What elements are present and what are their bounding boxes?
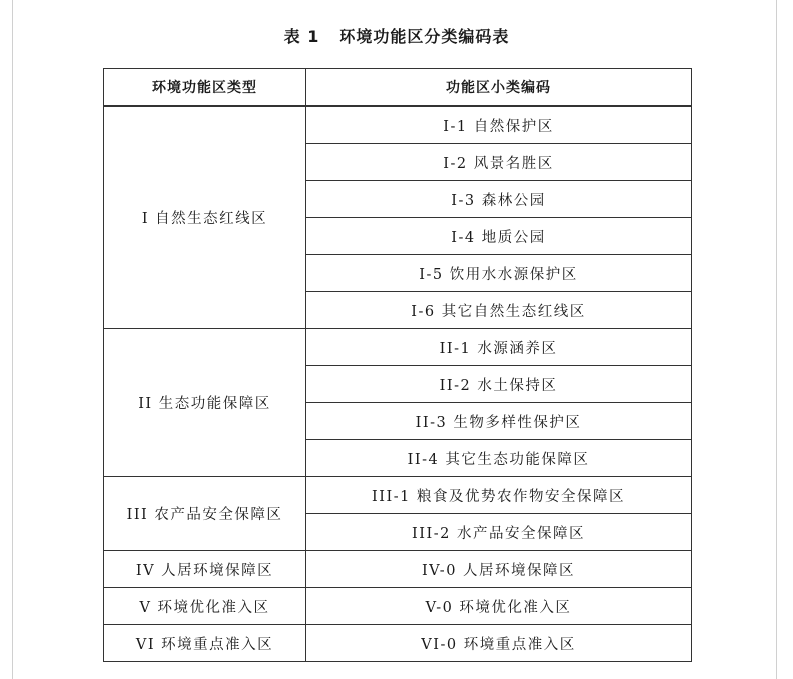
page-left-border xyxy=(12,0,13,679)
code-cell: V-0 环境优化准入区 xyxy=(306,588,692,625)
header-code: 功能区小类编码 xyxy=(306,69,692,107)
code-cell: I-3 森林公园 xyxy=(306,181,692,218)
group-type-cell: V 环境优化准入区 xyxy=(104,588,306,625)
code-cell: II-2 水土保持区 xyxy=(306,366,692,403)
table-title: 环境功能区分类编码表 xyxy=(339,27,510,46)
code-cell: III-1 粮食及优势农作物安全保障区 xyxy=(306,477,692,514)
table-caption xyxy=(0,24,793,47)
code-cell: I-4 地质公园 xyxy=(306,218,692,255)
group-type-cell: I 自然生态红线区 xyxy=(104,106,306,329)
table-row xyxy=(104,477,692,514)
header-type: 环境功能区类型 xyxy=(104,69,306,107)
table-row xyxy=(104,588,692,625)
table-number: 表 1 xyxy=(283,27,320,46)
group-type-cell: III 农产品安全保障区 xyxy=(104,477,306,551)
group-type-cell: VI 环境重点准入区 xyxy=(104,625,306,662)
code-cell: II-4 其它生态功能保障区 xyxy=(306,440,692,477)
page-right-border xyxy=(776,0,777,679)
code-cell: II-1 水源涵养区 xyxy=(306,329,692,366)
header-row xyxy=(104,69,692,107)
code-cell: I-2 风景名胜区 xyxy=(306,144,692,181)
code-cell: I-5 饮用水水源保护区 xyxy=(306,255,692,292)
code-cell: VI-0 环境重点准入区 xyxy=(306,625,692,662)
table-row xyxy=(104,329,692,366)
code-cell: I-1 自然保护区 xyxy=(306,106,692,144)
table-row xyxy=(104,106,692,144)
group-type-cell: II 生态功能保障区 xyxy=(104,329,306,477)
classification-table xyxy=(103,68,692,662)
code-cell: IV-0 人居环境保障区 xyxy=(306,551,692,588)
group-type-cell: IV 人居环境保障区 xyxy=(104,551,306,588)
code-cell: II-3 生物多样性保护区 xyxy=(306,403,692,440)
table-row xyxy=(104,551,692,588)
code-cell: III-2 水产品安全保障区 xyxy=(306,514,692,551)
code-cell: I-6 其它自然生态红线区 xyxy=(306,292,692,329)
table-row xyxy=(104,625,692,662)
